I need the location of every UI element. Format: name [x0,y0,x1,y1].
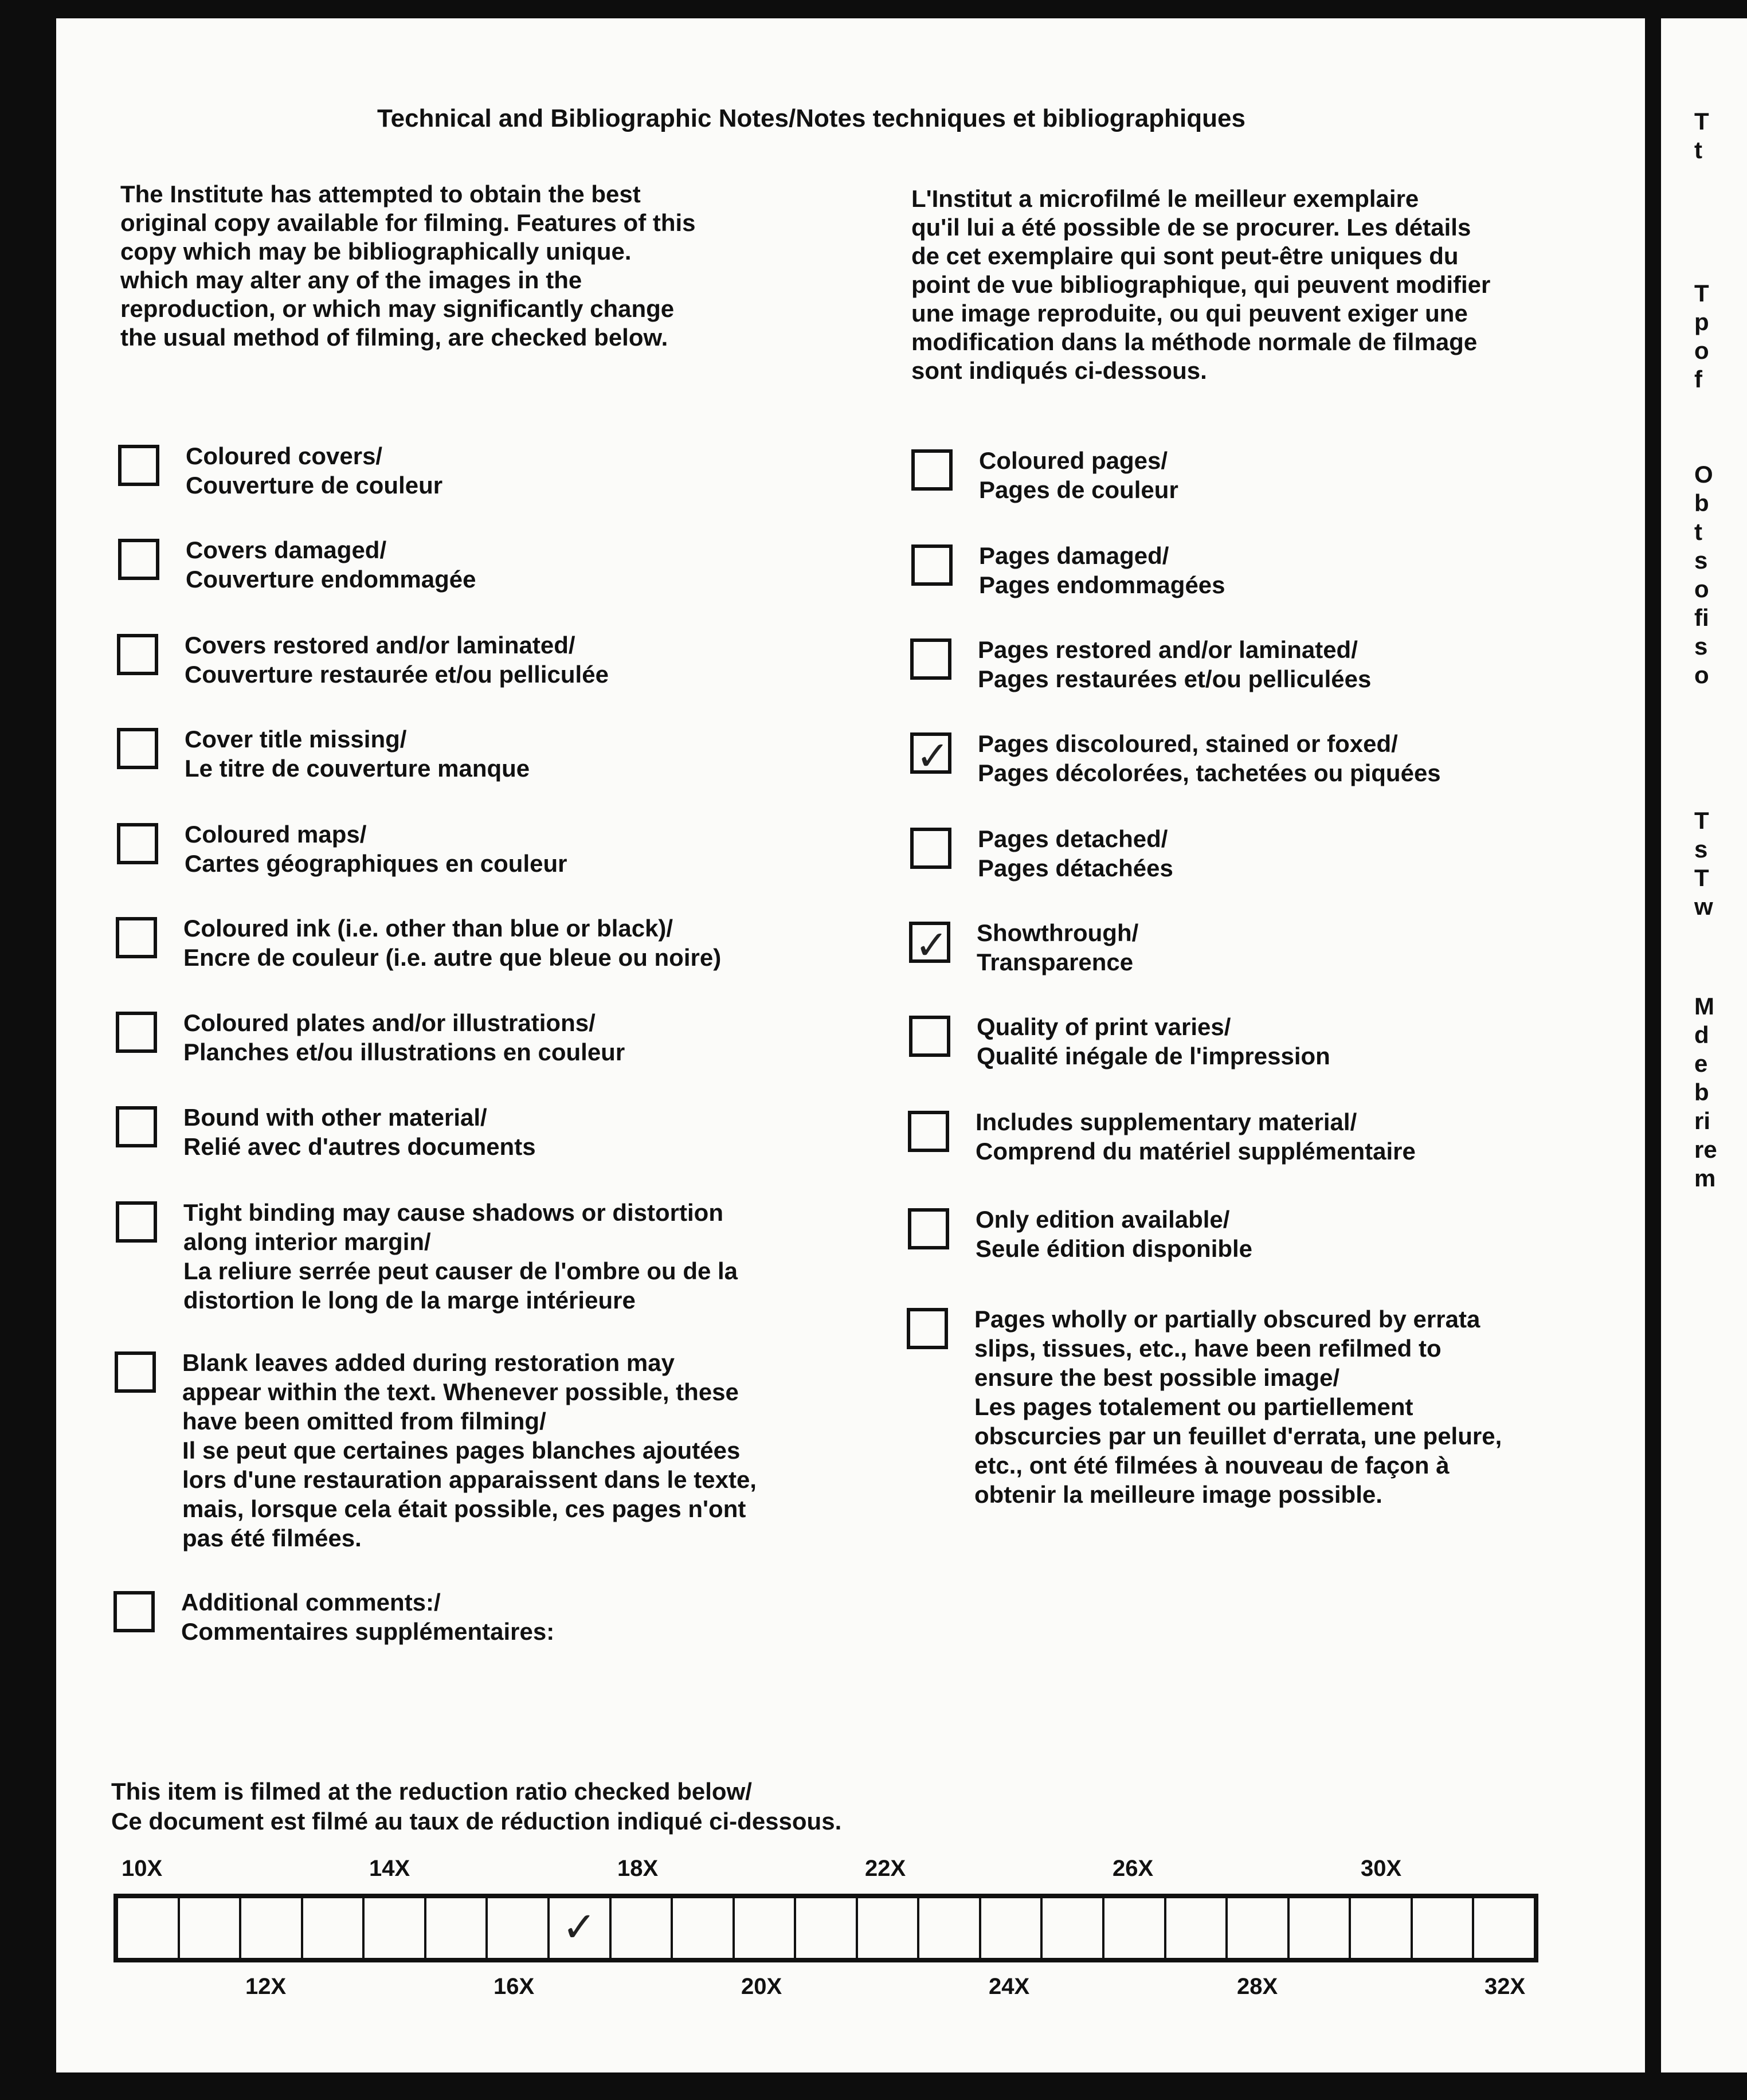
scale-label-16x: 16X [493,1974,535,1999]
reduction-ratio-heading [111,1777,841,1836]
right-item-10-line-7: obtenir la meilleure image possible. [974,1481,1382,1508]
adjacent-page-letter: d [1694,1021,1709,1048]
ratio-cell-8[interactable] [550,1898,612,1958]
ratio-cell-11[interactable] [735,1898,797,1958]
checkbox[interactable] [911,544,953,586]
right-item-10-line-6: etc., ont été filmées à nouveau de façon à [974,1452,1450,1479]
ratio-cell-20[interactable] [1290,1898,1352,1958]
left-item-6-line-2: Encre de couleur (i.e. autre que bleue ou noire) [183,944,722,971]
right-item-10-line-5: obscurcies par un feuillet d'errata, une pelure, [974,1423,1502,1449]
checkbox[interactable] [908,1111,949,1152]
scale-label-14x: 14X [369,1856,410,1881]
left-item-9-line-4: distortion le long de la marge intérieure [183,1287,636,1314]
left-item-9-line-2: along interior margin/ [183,1228,431,1255]
right-item-5-line-2: Pages détachées [978,855,1173,881]
checkbox[interactable] [117,823,158,864]
right-item-10-line-1: Pages wholly or partially obscured by errata [974,1306,1480,1333]
intro-fr-line-1: L'Institut a microfilmé le meilleur exemplaire [911,185,1419,212]
adjacent-page-letter: b [1694,489,1709,516]
checkbox[interactable] [117,634,158,675]
checkbox[interactable] [907,1308,948,1349]
adjacent-page-letter: T [1694,280,1709,307]
checkbox-label [977,918,1138,977]
ratio-cell-4[interactable] [303,1898,365,1958]
checkbox-label [978,729,1441,788]
intro-en-line-2: original copy available for filming. Features of this [120,209,696,236]
checkbox-label [185,724,530,783]
intro-fr-line-6: modification dans la méthode normale de filmage [911,328,1478,355]
left-item-2-line-1: Covers damaged/ [186,536,387,563]
adjacent-page-fragment [1661,18,1747,2072]
right-item-7-line-2: Qualité inégale de l'impression [977,1043,1330,1069]
right-item-1-line-2: Pages de couleur [979,476,1178,503]
adjacent-page-letter: m [1694,1165,1716,1192]
checkbox-label [181,1588,554,1646]
right-item-4-line-1: Pages discoloured, stained or foxed/ [978,730,1398,757]
scale-label-12x: 12X [245,1974,287,1999]
checkbox[interactable] [909,1016,950,1057]
ratio-cell-21[interactable] [1351,1898,1413,1958]
adjacent-page-letter: T [1694,864,1709,891]
ratio-cell-7[interactable] [488,1898,550,1958]
left-item-10-line-3: have been omitted from filming/ [182,1408,546,1435]
right-item-6-line-1: Showthrough/ [977,919,1139,946]
checkbox[interactable] [910,732,951,779]
left-item-10-line-2: appear within the text. Whenever possible, these [182,1378,739,1405]
scale-label-18x: 18X [617,1856,659,1881]
left-item-9-line-3: La reliure serrée peut causer de l'ombre ou de la [183,1257,738,1284]
left-item-3-line-2: Couverture restaurée et/ou pelliculée [185,661,609,688]
left-item-5-line-2: Cartes géographiques en couleur [185,850,567,877]
ratio-cell-6[interactable] [426,1898,488,1958]
right-item-8-line-1: Includes supplementary material/ [976,1108,1357,1135]
adjacent-page-letter: o [1694,337,1709,364]
left-item-4-line-2: Le titre de couverture manque [185,755,530,782]
right-item-7-line-1: Quality of print varies/ [977,1013,1231,1040]
checkbox[interactable] [115,1351,156,1393]
intro-english [120,180,696,352]
ratio-cell-14[interactable] [919,1898,981,1958]
checkbox-label [182,1348,757,1553]
scale-label-26x: 26X [1113,1856,1154,1881]
check-mark-icon: ✓ [562,1903,597,1951]
ratio-cell-1[interactable] [118,1898,180,1958]
intro-en-line-4: which may alter any of the images in the [120,267,582,293]
right-item-9-line-2: Seule édition disponible [976,1235,1253,1262]
adjacent-page-letter: t [1694,518,1702,545]
adjacent-page-letter: p [1694,308,1709,335]
scale-label-24x: 24X [989,1974,1030,1999]
right-item-3-line-2: Pages restaurées et/ou pelliculées [978,665,1372,692]
checkbox[interactable] [117,728,158,769]
right-item-10-line-3: ensure the best possible image/ [974,1364,1340,1391]
right-item-9-line-1: Only edition available/ [976,1206,1230,1233]
adjacent-page-letter: w [1694,893,1713,920]
left-item-5-line-1: Coloured maps/ [185,821,367,848]
right-item-10-line-4: Les pages totalement ou partiellement [974,1393,1413,1420]
page-title: Technical and Bibliographic Notes/Notes techniques et bibliographiques [377,104,1245,132]
adjacent-page-letter: T [1694,108,1709,135]
adjacent-page-letter: ri [1694,1107,1711,1134]
reduction-ratio-grid [113,1894,1538,1962]
checkbox[interactable] [116,917,157,958]
adjacent-page-letter: b [1694,1079,1709,1106]
ratio-cell-9[interactable] [612,1898,673,1958]
ratio-cell-17[interactable] [1104,1898,1166,1958]
checkbox-label [979,446,1178,504]
right-item-10-line-2: slips, tissues, etc., have been refilmed to [974,1335,1442,1362]
intro-en-line-5: reproduction, or which may significantly change [120,295,675,322]
checkbox[interactable] [910,638,951,680]
right-item-3-line-1: Pages restored and/or laminated/ [978,636,1358,663]
checkbox-label [979,541,1225,600]
adjacent-page-letter: t [1694,136,1702,163]
left-item-10-line-5: lors d'une restauration apparaissent dans le texte, [182,1466,757,1493]
checkbox[interactable] [910,828,951,869]
scale-label-22x: 22X [865,1856,906,1881]
right-item-4-line-2: Pages décolorées, tachetées ou piquées [978,759,1441,786]
adjacent-page-letter: s [1694,547,1708,574]
reduction-heading-line-1: This item is filmed at the reduction ratio checked below/ [111,1778,752,1805]
checkbox[interactable] [908,1208,949,1249]
intro-en-line-6: the usual method of filming, are checked below. [120,324,668,351]
adjacent-page-letter: M [1694,993,1714,1020]
right-item-6-line-2: Transparence [977,949,1134,975]
left-item-11-line-2: Commentaires supplémentaires: [181,1618,555,1645]
intro-fr-line-7: sont indiqués ci-dessous. [911,357,1207,384]
left-item-11-line-1: Additional comments:/ [181,1589,441,1616]
intro-fr-line-5: une image reproduite, ou qui peuvent exiger une [911,300,1468,327]
intro-fr-line-3: de cet exemplaire qui sont peut-être uniques du [911,242,1459,269]
left-item-10-line-4: Il se peut que certaines pages blanches ajoutées [182,1437,741,1464]
ratio-cell-12[interactable] [796,1898,858,1958]
intro-french [911,185,1490,385]
checkbox-label [183,1008,625,1067]
intro-fr-line-2: qu'il lui a été possible de se procurer. Les détails [911,214,1471,241]
adjacent-page-letter: o [1694,575,1709,602]
ratio-cell-16[interactable] [1043,1898,1104,1958]
left-item-4-line-1: Cover title missing/ [185,726,407,753]
right-item-2-line-2: Pages endommagées [979,571,1225,598]
checkbox-label [183,914,721,972]
adjacent-page-letter: e [1694,1050,1708,1077]
left-item-7-line-2: Planches et/ou illustrations en couleur [183,1039,625,1065]
checkbox-label [185,820,567,878]
right-item-1-line-1: Coloured pages/ [979,447,1168,474]
checkbox[interactable] [116,1012,157,1053]
checkbox-label [977,1012,1330,1071]
ratio-cell-22[interactable] [1413,1898,1475,1958]
checkbox[interactable] [911,449,953,491]
checkbox-label [185,630,609,689]
reduction-heading-line-2: Ce document est filmé au taux de réduction indiqué ci-dessous. [111,1808,842,1835]
scale-label-28x: 28X [1237,1974,1278,1999]
checkbox-label [974,1304,1502,1509]
left-item-10-line-1: Blank leaves added during restoration may [182,1349,675,1376]
ratio-cell-2[interactable] [180,1898,242,1958]
left-item-3-line-1: Covers restored and/or laminated/ [185,632,575,659]
checkbox-label [976,1205,1252,1263]
checkbox[interactable] [118,445,159,486]
left-item-9-line-1: Tight binding may cause shadows or distortion [183,1199,723,1226]
adjacent-page-letter: o [1694,661,1709,688]
ratio-cell-10[interactable] [673,1898,735,1958]
left-item-10-line-7: pas été filmées. [182,1525,362,1552]
check-mark-icon: ✓ [915,922,949,969]
ratio-cell-13[interactable] [858,1898,920,1958]
left-item-1-line-1: Coloured covers/ [186,442,383,469]
left-item-7-line-1: Coloured plates and/or illustrations/ [183,1009,596,1036]
scale-label-32x: 32X [1484,1974,1526,1999]
scale-label-20x: 20X [741,1974,782,1999]
checkbox-label [183,1198,738,1315]
checkbox[interactable] [118,539,159,580]
checkbox-label [186,535,476,594]
checkbox-label [978,824,1173,883]
adjacent-page-letter: O [1694,461,1713,488]
left-item-10-line-6: mais, lorsque cela était possible, ces pages n'ont [182,1495,746,1522]
checkbox-label [186,441,442,500]
adjacent-page-letter: T [1694,807,1709,834]
right-item-8-line-2: Comprend du matériel supplémentaire [976,1138,1416,1165]
adjacent-page-letter: f [1694,366,1702,393]
scale-label-30x: 30X [1361,1856,1402,1881]
left-item-2-line-2: Couverture endommagée [186,566,476,593]
left-item-1-line-2: Couverture de couleur [186,472,443,499]
intro-en-line-3: copy which may be bibliographically unique. [120,238,632,265]
adjacent-page-letter: re [1694,1136,1717,1163]
ratio-cell-3[interactable] [241,1898,303,1958]
ratio-cell-19[interactable] [1228,1898,1290,1958]
checkbox[interactable] [116,1201,157,1243]
intro-en-line-1: The Institute has attempted to obtain the best [120,181,641,207]
checkbox-label [183,1103,536,1161]
check-mark-icon: ✓ [916,732,950,779]
notes-page [56,18,1645,2072]
checkbox[interactable] [909,922,950,969]
intro-fr-line-4: point de vue bibliographique, qui peuvent modifier [911,271,1491,298]
left-item-8-line-2: Relié avec d'autres documents [183,1133,536,1160]
right-item-2-line-1: Pages damaged/ [979,542,1169,569]
right-item-5-line-1: Pages detached/ [978,825,1168,852]
scale-label-10x: 10X [122,1856,163,1881]
adjacent-page-letter: s [1694,633,1708,660]
checkbox[interactable] [113,1591,155,1632]
checkbox-label [976,1107,1416,1166]
adjacent-page-letter: s [1694,836,1708,863]
ratio-cell-15[interactable] [981,1898,1043,1958]
left-item-6-line-1: Coloured ink (i.e. other than blue or black)/ [183,915,673,942]
ratio-cell-5[interactable] [365,1898,426,1958]
ratio-cell-23[interactable] [1474,1898,1534,1958]
checkbox-label [978,635,1371,694]
ratio-cell-18[interactable] [1166,1898,1228,1958]
adjacent-page-letter: fi [1694,604,1709,631]
checkbox[interactable] [116,1106,157,1147]
left-item-8-line-1: Bound with other material/ [183,1104,487,1131]
